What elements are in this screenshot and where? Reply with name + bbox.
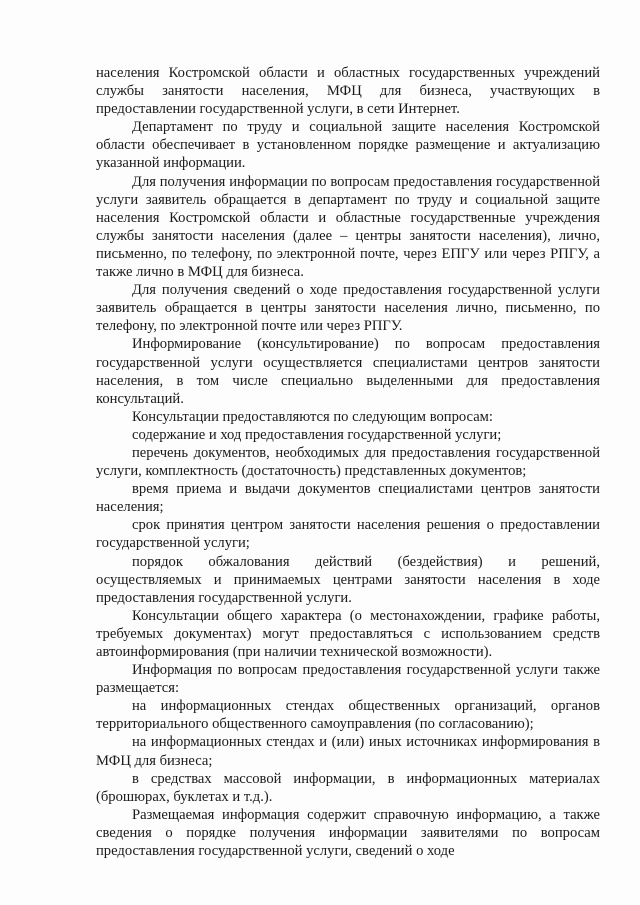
paragraph: Информирование (консультирование) по вопросам предоставления государственной услуги осуществляется специалистами центров занятости населения, в том числе специально выделенными для предоставления консультаций. [96,336,600,407]
paragraph: Информация по вопросам предоставления государственной услуги также размещается: [96,662,600,697]
list-item: на информационных стендах и (или) иных источниках информирования в МФЦ для бизнеса; [96,734,600,769]
paragraph: Консультации общего характера (о местонахождении, графике работы, требуемых документах) могут предоставляться с использованием средств автоинформирования (при наличии технической возможности). [96,607,600,660]
paragraph: населения Костромской области и областных государственных учреждений службы занятости населения, МФЦ для бизнеса, участвующих в предоставлении государственной услуги, в сети Интернет. [96,65,600,118]
paragraph: Для получения информации по вопросам предоставления государственной услуги заявитель обращается в департамент по труду и социальной защите населения Костромской области и областные государственные учреждения службы занятости населения (далее – центры занятости населения), лично, письменно, по телефону, по электронной почте, через ЕПГУ или через РПГУ, а также лично в МФЦ для бизнеса. [96,173,600,281]
list-item: в средствах массовой информации, в информационных материалах (брошюрах, буклетах и т.д.). [96,770,600,805]
document-body [96,64,600,860]
list-item: содержание и ход предоставления государственной услуги; [132,426,502,443]
paragraph: Консультации предоставляются по следующим вопросам: [132,408,493,425]
list-item: время приема и выдачи документов специалистами центров занятости населения; [96,481,600,516]
list-item: порядок обжалования действий (бездействия) и решений, осуществляемых и принимаемых центрами занятости населения в ходе предоставления государственной услуги. [96,553,600,606]
paragraph: Для получения сведений о ходе предоставления государственной услуги заявитель обращается в центры занятости населения лично, письменно, по телефону, по электронной почте или через РПГУ. [96,282,600,335]
paragraph: Размещаемая информация содержит справочную информацию, а также сведения о порядке получения информации заявителями по вопросам предоставления государственной услуги, сведений о ходе [96,806,600,860]
list-item: на информационных стендах общественных организаций, органов территориального общественного самоуправления (по согласованию); [96,698,600,733]
list-item: срок принятия центром занятости населения решения о предоставлении государственной услуги; [96,517,600,552]
paragraph: Департамент по труду и социальной защите населения Костромской области обеспечивает в установленном порядке размещение и актуализацию указанной информации. [96,119,600,172]
list-item: перечень документов, необходимых для предоставления государственной услуги, комплектность (достаточность) представленных документов; [96,444,600,480]
